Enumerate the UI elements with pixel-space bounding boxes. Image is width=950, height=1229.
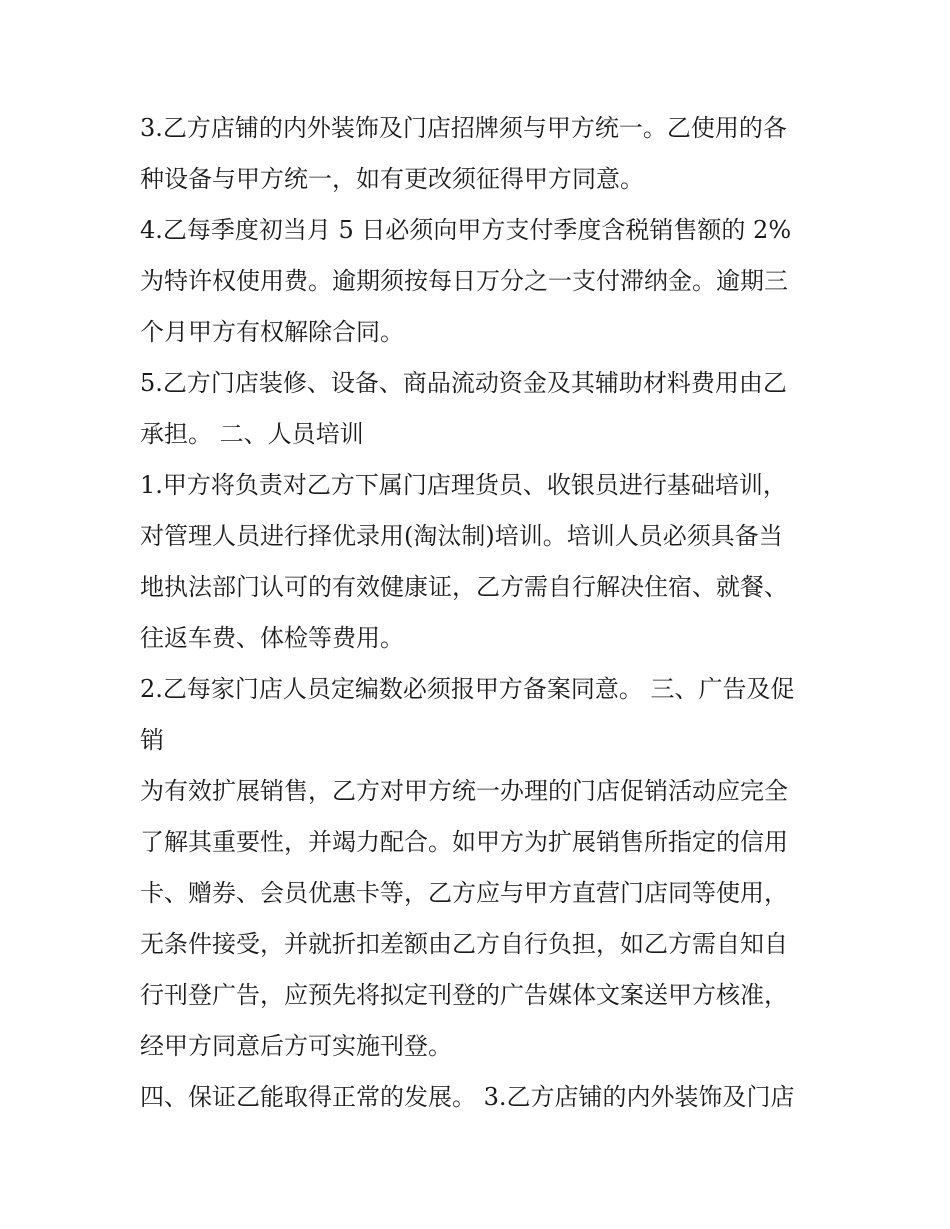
text-line: 四、保证乙能取得正常的发展。 3.乙方店铺的内外装饰及门店 — [140, 1083, 795, 1111]
text-line: 为特许权使用费。逾期须按每日万分之一支付滞纳金。逾期三 — [140, 267, 788, 295]
text-line: 卡、赠券、会员优惠卡等，乙方应与甲方直营门店同等使用， — [140, 879, 788, 907]
text-line: 4.乙每季度初当月 5 日必须向甲方支付季度含税销售额的 2% — [140, 216, 792, 244]
text-line: 5.乙方门店装修、设备、商品流动资金及其辅助材料费用由乙 — [140, 369, 787, 397]
text-line: 为有效扩展销售，乙方对甲方统一办理的门店促销活动应完全 — [140, 777, 788, 805]
document-body — [140, 103, 820, 1123]
text-line: 种设备与甲方统一，如有更改须征得甲方同意。 — [140, 165, 644, 193]
text-line: 个月甲方有权解除合同。 — [140, 318, 404, 346]
text-line: 1.甲方将负责对乙方下属门店理货员、收银员进行基础培训， — [140, 471, 787, 499]
text-line: 往返车费、体检等费用。 — [140, 624, 404, 652]
text-line: 对管理人员进行择优录用(淘汰制)培训。培训人员必须具备当 — [140, 522, 783, 550]
text-line: 销 — [140, 726, 164, 754]
text-line: 地执法部门认可的有效健康证，乙方需自行解决住宿、就餐、 — [140, 573, 788, 601]
text-line: 行刊登广告，应预先将拟定刊登的广告媒体文案送甲方核准， — [140, 981, 788, 1009]
text-line: 了解其重要性，并竭力配合。如甲方为扩展销售所指定的信用 — [140, 828, 788, 856]
text-line: 承担。 二、人员培训 — [140, 420, 364, 448]
text-line: 经甲方同意后方可实施刊登。 — [140, 1032, 452, 1060]
text-line: 无条件接受，并就折扣差额由乙方自行负担，如乙方需自知自 — [140, 930, 788, 958]
text-line: 2.乙每家门店人员定编数必须报甲方备案同意。 三、广告及促 — [140, 675, 795, 703]
text-line: 3.乙方店铺的内外装饰及门店招牌须与甲方统一。乙使用的各 — [140, 114, 787, 142]
